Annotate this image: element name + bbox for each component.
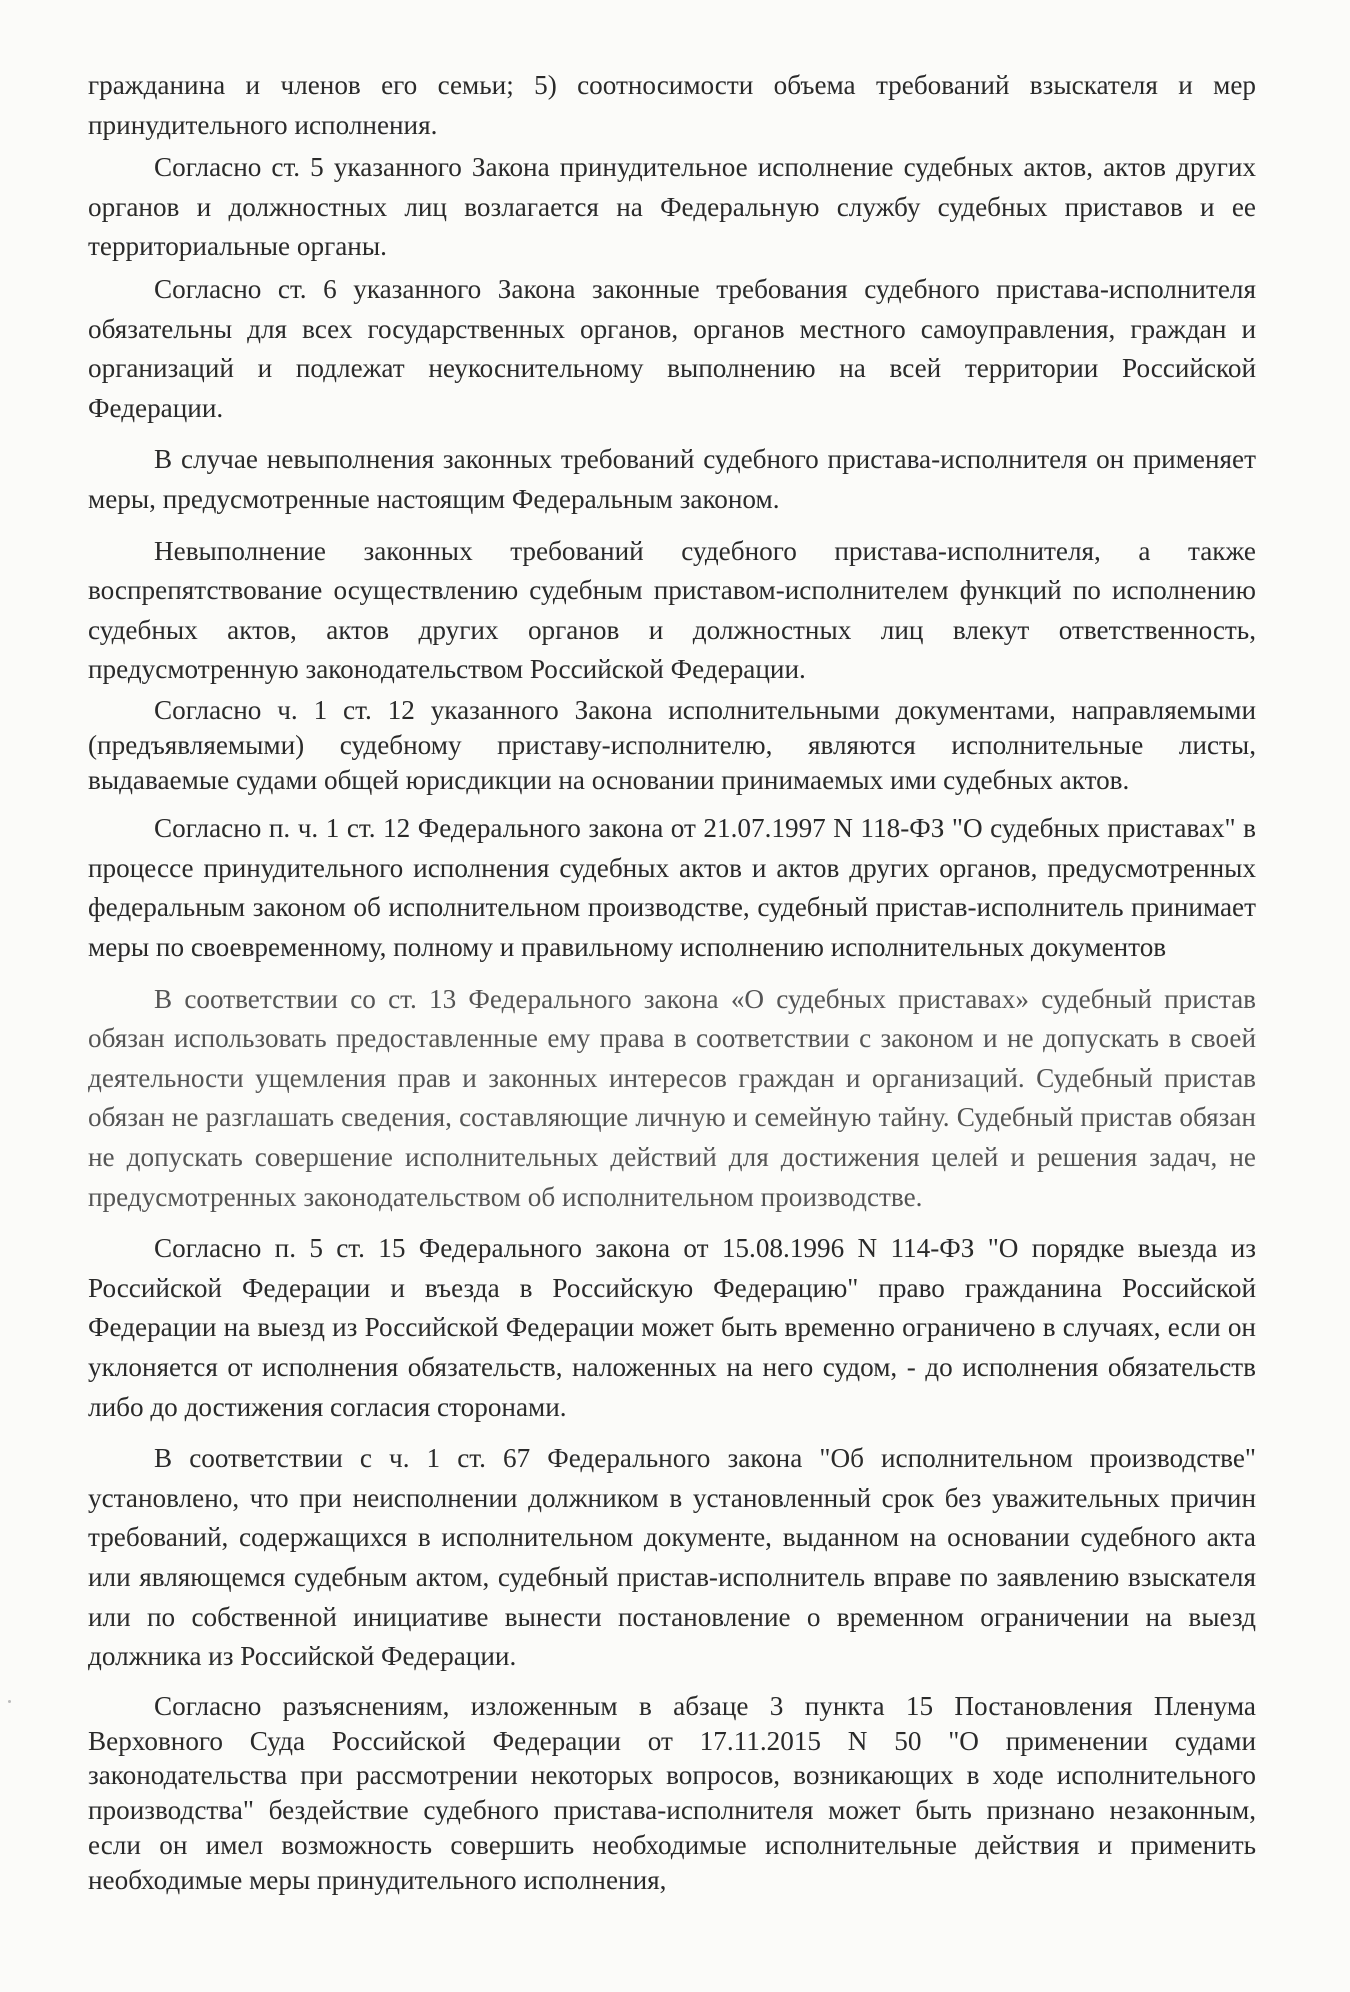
paragraph-continuation: гражданина и членов его семьи; 5) соотносимости объема требований взыскателя и мер принудительного исполнения. [88,70,1256,140]
paragraph-liability: Невыполнение законных требований судебного пристава-исполнителя, а также воспрепятствование осуществлению судебным приставом-исполнителем функций по исполнению судебных актов, актов других органов и должностных лиц влекут ответственность, предусмотренную законодательством Российской Федерации. [88,535,1256,685]
paragraph-non-compliance-measures: В случае невыполнения законных требований судебного пристава-исполнителя он применяет меры, предусмотренные настоящим Федеральным законом. [88,444,1256,514]
paragraph-law-114-fz: Согласно п. 5 ст. 15 Федерального закона от 15.08.1996 N 114-ФЗ "О порядке выезда из Российской Федерации и въезда в Российскую Федерацию" право гражданина Российской Федерации на выезд из Российской Федерации может быть временно ограничено в случаях, если он уклоняется от исполнения обязательств, наложенных на него судом, - до исполнения обязательств либо до достижения согласия сторонами. [88,1233,1256,1422]
paragraph-article-6: Согласно ст. 6 указанного Закона законные требования судебного пристава-исполнителя обязательны для всех государственных органов, органов местного самоуправления, граждан и организаций и подлежат неукоснительному выполнению на всей территории Российской Федерации. [88,273,1256,423]
paragraph-article-12-part-1: Согласно ч. 1 ст. 12 указанного Закона исполнительными документами, направляемыми (предъявляемыми) судебному приставу-исполнителю, являются исполнительные листы, выдаваемые судами общей юрисдикции на основании принимаемых ими судебных актов. [88,694,1256,795]
paragraph-article-5: Согласно ст. 5 указанного Закона принудительное исполнение судебных актов, актов других органов и должностных лиц возлагается на Федеральную службу судебных приставов и ее территориальные органы. [88,152,1256,262]
paragraph-law-118-fz: Согласно п. ч. 1 ст. 12 Федерального закона от 21.07.1997 N 118-ФЗ "О судебных приставах" в процессе принудительного исполнения судебных актов и актов других органов, предусмотренных федеральным законом об исполнительном производстве, судебный пристав-исполнитель принимает меры по своевременному, полному и правильному исполнению исполнительных документов [88,813,1256,963]
paragraph-plenum-resolution: Согласно разъяснениям, изложенным в абзаце 3 пункта 15 Постановления Пленума Верховного Суда Российской Федерации от 17.11.2015 N 50 "О применении судами законодательства при рассмотрении некоторых вопросов, возникающих в ходе исполнительного производства" бездействие судебного пристава-исполнителя может быть признано незаконным, если он имел возможность совершить необходимые исполнительные действия и применить необходимые меры принудительного исполнения, [88,1690,1256,1895]
scan-speck [8,1700,11,1703]
document-body [88,66,1256,1898]
paragraph-article-67: В соответствии с ч. 1 ст. 67 Федерального закона "Об исполнительном производстве" установлено, что при неисполнении должником в установленный срок без уважительных причин требований, содержащихся в исполнительном документе, выданном на основании судебного акта или являющемся судебным актом, судебный пристав-исполнитель вправе по заявлению взыскателя или по собственной инициативе вынести постановление о временном ограничении на выезд должника из Российской Федерации. [88,1443,1256,1672]
paragraph-article-13: В соответствии со ст. 13 Федерального закона «О судебных приставах» судебный пристав обязан использовать предоставленные ему права в соответствии с законом и не допускать в своей деятельности ущемления прав и законных интересов граждан и организаций. Судебный пристав обязан не разглашать сведения, составляющие личную и семейную тайну. Судебный пристав обязан не допускать совершение исполнительных действий для достижения целей и решения задач, не предусмотренных законодательством об исполнительном производстве. [88,983,1256,1212]
